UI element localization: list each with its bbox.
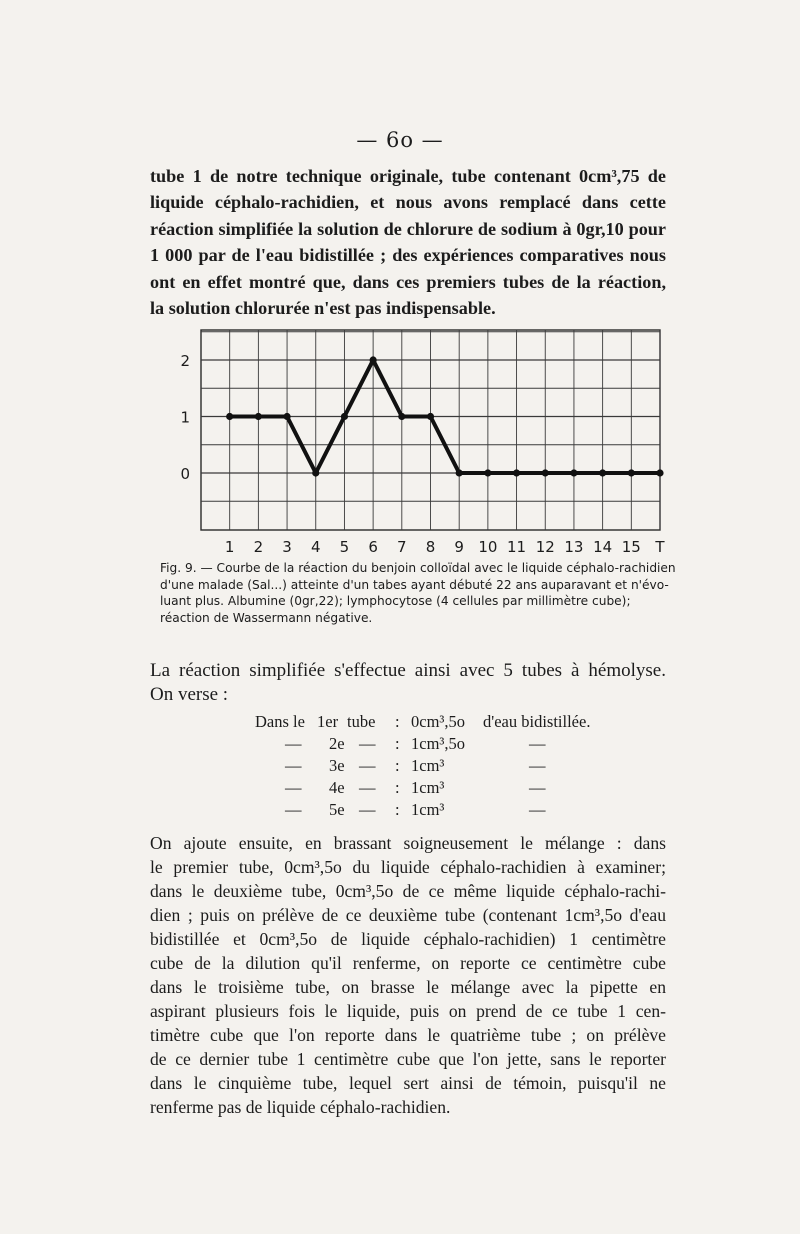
ditto-mark: —: [359, 800, 376, 819]
data-point: [456, 469, 463, 476]
text-line: La réaction simplifiée s'effectue ainsi avec 5 tubes à hémolyse.: [150, 660, 666, 681]
data-point: [628, 469, 635, 476]
chart-y-ticks: [180, 352, 190, 483]
ditto-mark: —: [359, 778, 376, 797]
table-colon: :: [395, 756, 400, 775]
table-row: [255, 756, 615, 778]
table-colon: :: [395, 778, 400, 797]
text-line: cube de la dilution qu'il renferme, on reporte ce centimètre cube: [150, 953, 666, 973]
text-line: bidistillée et 0cm³,5o de liquide céphalo-rachidien) 1 centimètre: [150, 929, 666, 949]
x-tick-label: 5: [339, 538, 350, 556]
x-tick-label: 2: [253, 538, 264, 556]
text-line: renferme pas de liquide céphalo-rachidien.: [150, 1097, 451, 1117]
data-point: [312, 469, 319, 476]
table-colon: :: [395, 734, 400, 753]
table-row: [255, 800, 615, 822]
data-point: [370, 356, 377, 363]
x-tick-label: T: [655, 538, 665, 556]
text-line: le premier tube, 0cm³,5o du liquide céphalo-rachidien à examiner;: [150, 857, 666, 877]
text-line: timètre cube que l'on reporte dans le quatrième tube ; on prélève: [150, 1025, 666, 1045]
x-tick-label: 6: [368, 538, 378, 556]
procedure-paragraph: [150, 831, 666, 1119]
figure-caption: [160, 560, 676, 626]
text-line: On ajoute ensuite, en brassant soigneusement le mélange : dans: [150, 833, 666, 853]
text-line: la solution chlorurée n'est pas indispensable.: [150, 298, 496, 319]
ditto-mark: —: [285, 778, 302, 797]
x-tick-label: 1: [224, 538, 235, 556]
data-point: [398, 413, 405, 420]
text-line: aspirant plusieurs fois le liquide, puis on prend de ce tube 1 cen-: [150, 1001, 666, 1021]
table-amount: 1cm³: [411, 778, 445, 797]
table-amount: 1cm³,5o: [411, 734, 465, 753]
data-point: [484, 469, 491, 476]
x-tick-label: 3: [282, 538, 292, 556]
x-tick-label: 8: [425, 538, 436, 556]
table-amount: 1cm³: [411, 756, 445, 775]
text-line: tube 1 de notre technique originale, tube contenant 0cm³,75 de: [150, 166, 666, 186]
caption-line: luant plus. Albumine (0gr,22); lymphocytose (4 cellules par millimètre cube);: [160, 594, 631, 608]
chart-grid: [201, 330, 660, 530]
caption-line: d'une malade (Sal...) atteinte d'un tabes ayant débuté 22 ans auparavant et n'évo-: [160, 577, 669, 592]
table-row: [255, 712, 615, 734]
procedure-intro: [150, 659, 666, 707]
x-tick-label: 15: [621, 538, 641, 556]
table-row: [255, 778, 615, 800]
data-point: [513, 469, 520, 476]
chart-x-ticks: [225, 538, 666, 556]
y-tick-label: 1: [180, 408, 190, 427]
y-tick-label: 2: [180, 352, 190, 370]
table-colon: :: [395, 800, 400, 819]
x-tick-label: 9: [454, 538, 464, 556]
table-ordinal: 3e: [329, 756, 345, 775]
table-liquid: d'eau bidistillée.: [483, 712, 591, 731]
tube-table: [255, 712, 615, 822]
x-tick-label: 10: [478, 538, 498, 556]
data-point: [570, 469, 577, 476]
ditto-mark: —: [285, 756, 302, 775]
data-point: [255, 413, 262, 420]
table-ordinal: 4e: [329, 778, 345, 797]
text-line: dans le troisième tube, on brasse le mélange avec la pipette en: [150, 977, 666, 997]
data-point: [599, 469, 606, 476]
data-point: [226, 413, 233, 420]
data-point: [656, 469, 663, 476]
data-point: [427, 413, 434, 420]
data-point: [542, 469, 549, 476]
text-line: dien ; puis on prélève de ce deuxième tube (contenant 1cm³,5o d'eau: [150, 905, 666, 925]
reaction-curve-chart: [0, 0, 800, 560]
x-tick-label: 13: [564, 538, 584, 556]
ditto-mark: —: [359, 734, 376, 753]
text-line: liquide céphalo-rachidien, et nous avons remplacé dans cette: [150, 192, 666, 213]
x-tick-label: 11: [507, 538, 527, 556]
text-line: dans le deuxième tube, 0cm³,5o de ce même liquide céphalo-rachi-: [150, 881, 666, 901]
text-line: ont en effet montré que, dans ces premiers tubes de la réaction,: [150, 271, 666, 292]
ditto-mark: —: [285, 734, 302, 753]
text-line: 1 000 par de l'eau bidistillée ; des expériences comparatives nous: [150, 245, 666, 266]
ditto-mark: —: [529, 800, 546, 819]
text-line: On verse :: [150, 684, 229, 705]
ditto-mark: —: [529, 756, 546, 775]
caption-line: Fig. 9. — Courbe de la réaction du benjoin colloïdal avec le liquide céphalo-rachidien: [160, 561, 676, 575]
page-number: — 6o —: [356, 128, 444, 152]
table-row: [255, 734, 615, 756]
x-tick-label: 14: [593, 538, 613, 556]
table-ordinal: 2e: [329, 734, 345, 753]
x-tick-label: 7: [397, 538, 407, 556]
table-ordinal: 1er: [317, 712, 339, 731]
text-line: dans le cinquième tube, lequel sert ainsi de témoin, puisqu'il ne: [150, 1073, 666, 1093]
y-tick-label: 0: [180, 465, 190, 483]
ditto-mark: —: [285, 800, 302, 819]
text-line: de ce dernier tube 1 centimètre cube que l'on jette, sans le reporter: [150, 1049, 666, 1069]
caption-line: réaction de Wassermann négative.: [160, 610, 373, 625]
table-amount: 0cm³,5o: [411, 712, 465, 731]
ditto-mark: —: [529, 778, 546, 797]
table-prefix: Dans le: [255, 712, 305, 731]
x-tick-label: 12: [535, 538, 555, 556]
table-amount: 1cm³: [411, 800, 445, 819]
ditto-mark: —: [529, 734, 546, 753]
text-line: réaction simplifiée la solution de chlorure de sodium à 0gr,10 pour: [150, 218, 666, 239]
data-point: [283, 413, 290, 420]
table-ordinal: 5e: [329, 800, 345, 819]
x-tick-label: 4: [310, 538, 321, 556]
data-point: [341, 413, 348, 420]
table-colon: :: [395, 712, 400, 731]
ditto-mark: —: [359, 756, 376, 775]
table-tube: tube: [347, 712, 376, 731]
